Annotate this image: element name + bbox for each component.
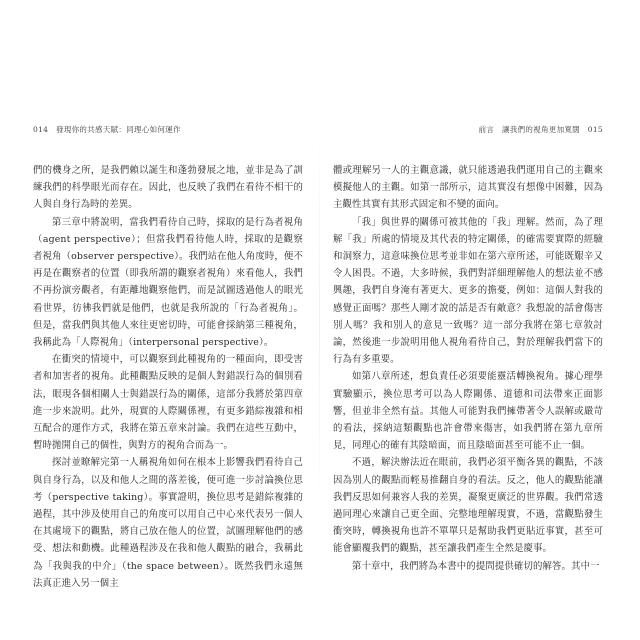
book-gutter — [319, 118, 320, 518]
paragraph: 第三章中將說明，當我們看待自己時，採取的是行為者視角（agent perspective）；但當我們看待他人時，採取的是觀察者視角（observer perspective）。我們站在他人角度時，便不再是在觀察者的位置（即我所謂的觀察者視角）來看他人，我們不再扮演旁觀者，有距離地觀察他們，而是試圖透過他人的眼光看世界，彷彿我們就是他們，也就是我所說的「行為者視角」。但是，當我們與其他人來往更密切時，可能會採納第三種視角，我稱此為「人際視角」（interpersonal perspective）。 — [33, 216, 303, 349]
paragraph: 「我」與世界的關係可被其他的「我」理解。然而，為了理解「我」所處的情境及其代表的特定關係，的確需要實際的經驗和洞察力，這意味換位思考並非如在第六章所述，可能既艱辛又令人困畏。不過，大多時候，我們對詳細理解他人的想法並不感興趣，我們自身淹有著更大、更多的擔憂，例如：這個人對我的感覺正面嗎？那些人剛才說的話是否有敵意？我想說的話會傷害別人嗎？我和別人的意見一致嗎？這一部分我將在第七章敘討論，然後進一步說明用他人視角看待自己，對於理解我們當下的行為有多重要。 — [333, 216, 603, 366]
paragraph: 們的機身之所，是我們賴以誕生和蓬勃發展之地，並非是為了訓練我們的科學眼光而存在。因此，也反映了我們在看待不相干的人與自身行為時的差異。 — [33, 165, 303, 211]
left-page-body — [33, 162, 303, 592]
right-page-header: 前言 讓我們的視角更加寬闊 015 — [478, 125, 603, 134]
right-page-body — [333, 162, 603, 575]
paragraph: 第十章中，我們將為本書中的提問提供確切的解答。其中一 — [352, 560, 600, 572]
paragraph: 不過，解決辦法近在眼前，我們必須平衡各異的觀點，不該因為別人的觀點而輕易推翻自身的看法。反之，他人的觀點能讓我們反思如何兼容人我的差異，凝聚更廣泛的世界觀。我們常透過同理心來讓自己更全面、完整地理解現實，不過，當觀點發生衝突時，轉換視角也許不單單只是幫助我們更貼近事實，甚至可能會顯覆我們的觀點，甚至讓我們產生全然是慶事。 — [333, 457, 603, 555]
left-page-header: 014 發現你的共感天賦：同理心如何運作 — [33, 125, 181, 134]
right-page — [333, 124, 603, 572]
paragraph: 探討並瞭解完第一人稱視角如何在根本上影響我們看待自己與自身行為，以及和他人之間的落差後，便可進一步討論換位思考（perspective taking）。事實證明，換位思考是錯綜複雜的過程，其中涉及使用自己的角度可以用自己中心來代表另一個人在其處境下的觀點，將自己放在他人的位置，試圖理解他們的感受、想法和動機。此種過程涉及在我和他人觀點的融合，我稱此為「我與我的中介」（the space between）。既然我們永遠無法真正進入另一個主 — [33, 457, 303, 589]
paragraph: 在衝突的情境中，可以觀察到此種視角的一種面向，即受害者和加害者的視角。此種觀點反映的是個人對錯誤行為的個別看法，眼現各個相關人士與錯誤行為的關係，這部分我將於第四章進一步來說明。此外，現實的人際關係裡，有更多錯綜複雜和相互配合的運作方式，我將在第五章來討論。我們在這些互動中，暫時拋開自己的個性，與對方的視角合而為一。 — [33, 354, 303, 452]
paragraph: 體或理解另一人的主觀意識，就只能透過我們運用自己的主觀來模擬他人的主觀。如第一部所示，這其實沒有想像中困難，因為主觀性其實有其形式固定和不變的面向。 — [333, 165, 603, 211]
paragraph: 如第八章所述，想負責任必須要能靈活轉換視角。據心理學實驗顯示，換位思考可以為人際關係、道德和司法帶來正面影響，但並非全然有益。其他人可能對我們擁帶著令人誤解或嚴苛的看法，採納這類觀點也許會帶來傷害，如我們將在第九章所見，同理心的確有其陰暗面，而且陰暗面甚至可能不止一個。 — [333, 371, 603, 452]
left-page — [33, 124, 303, 589]
